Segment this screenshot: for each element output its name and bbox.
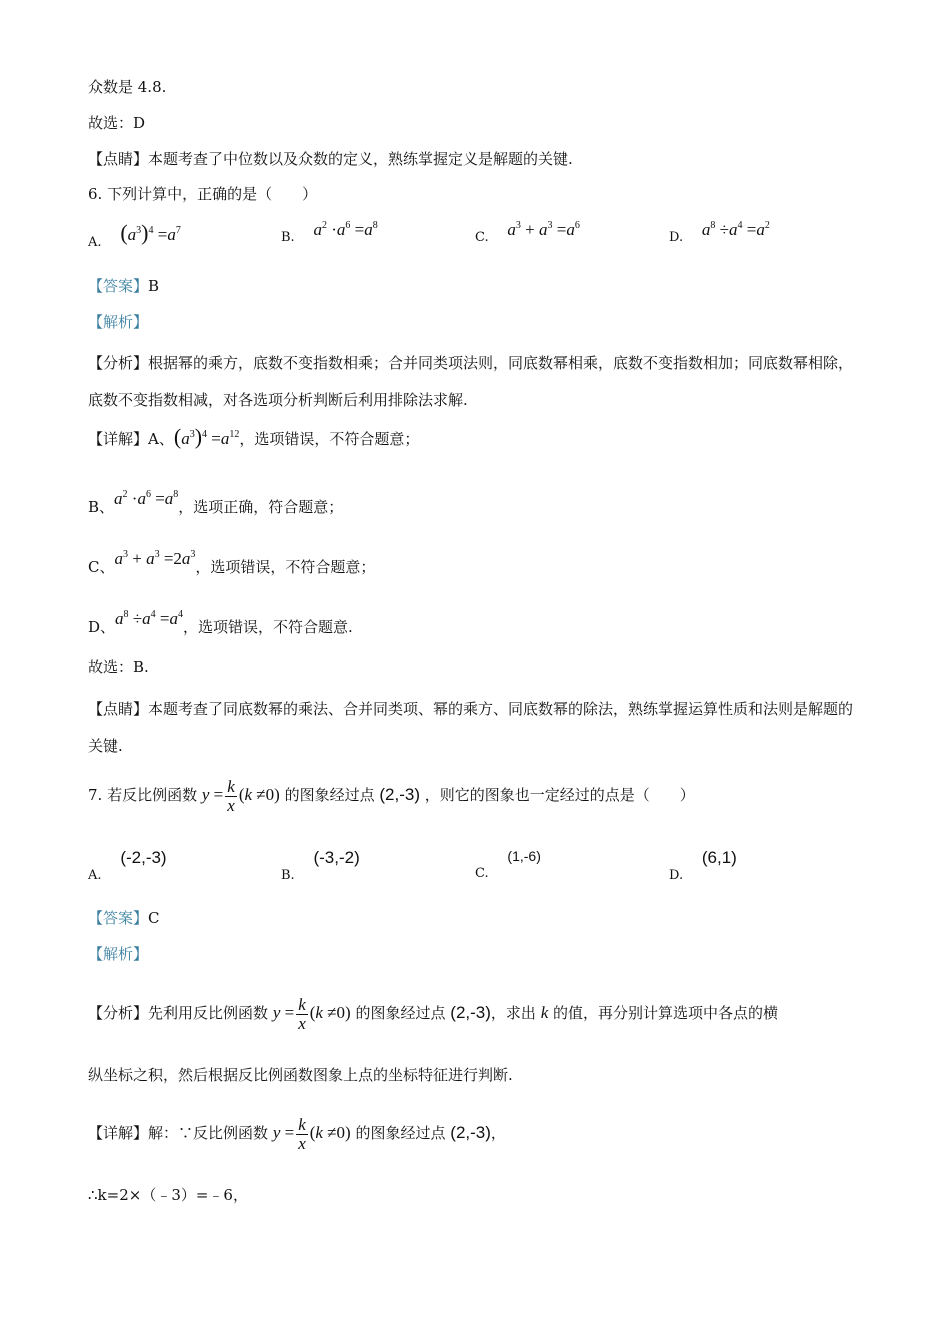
q7-option-a-value: (-2,-3) xyxy=(120,848,167,867)
q7-suffix: ，则它的图象也一定经过的点是（ ） xyxy=(424,786,695,804)
q7-option-d xyxy=(669,848,737,883)
q7-option-c-value: (1,-6) xyxy=(507,848,541,864)
detail-c-expr: $a^3 + a^3 =2a^3$ xyxy=(114,549,196,568)
detail-a-expr: $(a^3)^4 =a^{12}$ xyxy=(173,424,240,449)
detail-6-c xyxy=(88,544,375,578)
question-6-options xyxy=(88,220,868,260)
tag-answer: 【答案】 xyxy=(88,277,149,295)
answer-7 xyxy=(88,907,160,929)
detail-7-suffix: ， xyxy=(490,1124,506,1142)
fenxi-7-line2: 纵坐标之积，然后根据反比例函数图象上点的坐标特征进行判断. xyxy=(88,1066,513,1084)
detail-b-suffix: ，选项正确，符合题意； xyxy=(178,498,344,516)
fenxi-7-mid: 的图象经过点 xyxy=(355,1004,446,1022)
q7-option-c xyxy=(475,848,541,881)
q6-option-a xyxy=(88,220,181,250)
q6-option-b xyxy=(281,220,378,245)
detail-d-expr: $a^8 \div a^4 =a^4$ xyxy=(115,609,183,628)
detail-a-suffix: ，选项错误，不符合题意； xyxy=(239,430,420,448)
detail-6-b xyxy=(88,484,343,518)
fenxi-7-prefix: 先利用反比例函数 xyxy=(148,1004,269,1022)
answer-6 xyxy=(88,275,159,297)
fenxi-6 xyxy=(88,345,862,419)
tag-fenxi-7: 【分析】 xyxy=(88,1004,149,1022)
q7-mid: 的图象经过点 xyxy=(284,786,375,804)
q7-option-c-label: C. xyxy=(475,866,489,881)
answer-7-value: C xyxy=(148,909,160,927)
detail-7-mid: 的图象经过点 xyxy=(355,1124,446,1142)
q7-function: y = $\frac{k}{x}$ (k ≠0) xyxy=(201,776,280,815)
text-mode-statement: 众数是 4.8. xyxy=(88,78,167,96)
detail-b-expr: $a^2 \cdot a^6 =a^8$ xyxy=(114,489,179,508)
detail-6-d xyxy=(88,604,353,638)
q6-option-d-label: D. xyxy=(669,230,684,245)
detail-d-suffix: ，选项错误，不符合题意. xyxy=(182,618,353,636)
q7-option-d-value: (6,1) xyxy=(701,848,737,867)
q7-prefix: 7. 若反比例函数 xyxy=(88,786,198,804)
tag-detail-7: 【详解】 xyxy=(88,1124,149,1142)
detail-c-suffix: ，选项错误，不符合题意； xyxy=(195,558,376,576)
q7-point: (2,-3) xyxy=(379,785,420,804)
detail-d-prefix: D、 xyxy=(88,618,116,636)
fenxi-7-function: y = $\frac{k}{x}$ (k ≠0) xyxy=(272,994,351,1033)
detail-6-a xyxy=(88,424,419,450)
tag-fenxi: 【分析】 xyxy=(88,354,149,372)
detail-7-function: y = $\frac{k}{x}$ (k ≠0) xyxy=(272,1114,351,1153)
tag-answer-7: 【答案】 xyxy=(88,909,149,927)
dianjing-5-body: 本题考查了中位数以及众数的定义，熟练掌握定义是解题的关键. xyxy=(148,150,573,168)
text-dianjing-5 xyxy=(88,148,573,170)
q7-option-b-label: B. xyxy=(281,868,295,883)
detail-7 xyxy=(88,1108,506,1158)
detail-7-prefix: 解：∵反比例函数 xyxy=(148,1124,269,1142)
question-6-title: 6. 下列计算中，正确的是（ ） xyxy=(88,185,318,203)
text-select-b: 故选：B. xyxy=(88,658,149,676)
detail-b-prefix: B、 xyxy=(88,498,115,516)
q7-option-a xyxy=(88,848,167,883)
q6-option-a-label: A. xyxy=(88,235,102,250)
q6-option-c xyxy=(475,220,580,245)
fenxi-7-point: (2,-3) xyxy=(450,1003,491,1022)
detail-7-point: (2,-3) xyxy=(450,1123,491,1142)
q6-option-d xyxy=(669,220,770,245)
q6-option-b-label: B. xyxy=(281,230,295,245)
q7-option-b-value: (-3,-2) xyxy=(313,848,360,867)
fenxi-7-suffix: 的值，再分别计算选项中各点的横 xyxy=(553,1004,779,1022)
k-value-line: ∴k=2×（﹣3）=﹣6， xyxy=(88,1186,248,1204)
q6-option-b-expr: $a^2 \cdot a^6 =a^8$ xyxy=(313,220,378,239)
detail-c-prefix: C、 xyxy=(88,558,115,576)
dianjing-6 xyxy=(88,691,862,765)
tag-dianjing: 【点睛】 xyxy=(88,150,149,168)
q7-option-d-label: D. xyxy=(669,868,684,883)
question-7-options xyxy=(88,848,868,888)
dianjing-6-body: 本题考查了同底数幂的乘法、合并同类项、幂的乘方、同底数幂的除法，熟练掌握运算性质和法则是解题的关键. xyxy=(88,700,854,755)
q7-option-b xyxy=(281,848,360,883)
tag-dianjing-6: 【点睛】 xyxy=(88,700,149,718)
detail-a-prefix: A、 xyxy=(148,430,174,448)
fenxi-7 xyxy=(88,988,778,1038)
tag-analysis-6: 【解析】 xyxy=(88,313,149,331)
fenxi-7-mid2: ，求出 xyxy=(490,1004,536,1022)
q6-option-d-expr: $a^8 \div a^4 =a^2$ xyxy=(701,220,770,239)
q7-option-a-label: A. xyxy=(88,868,102,883)
q6-option-c-label: C. xyxy=(475,230,489,245)
q6-option-c-expr: $a^3 + a^3 =a^6$ xyxy=(507,220,580,239)
text-select-d: 故选：D xyxy=(88,114,146,132)
answer-6-value: B xyxy=(148,277,160,295)
question-7-title xyxy=(88,770,695,820)
tag-detail: 【详解】 xyxy=(88,430,149,448)
fenxi-6-body: 根据幂的乘方，底数不变指数相乘；合并同类项法则，同底数幂相乘，底数不变指数相加；同底数幂相除，底数不变指数相减，对各选项分析判断后利用排除法求解. xyxy=(88,354,854,409)
tag-analysis-7: 【解析】 xyxy=(88,945,149,963)
fenxi-7-k: k xyxy=(540,1003,549,1022)
q6-option-a-expr: $(a^3)^4 =a^7$ xyxy=(120,220,181,245)
